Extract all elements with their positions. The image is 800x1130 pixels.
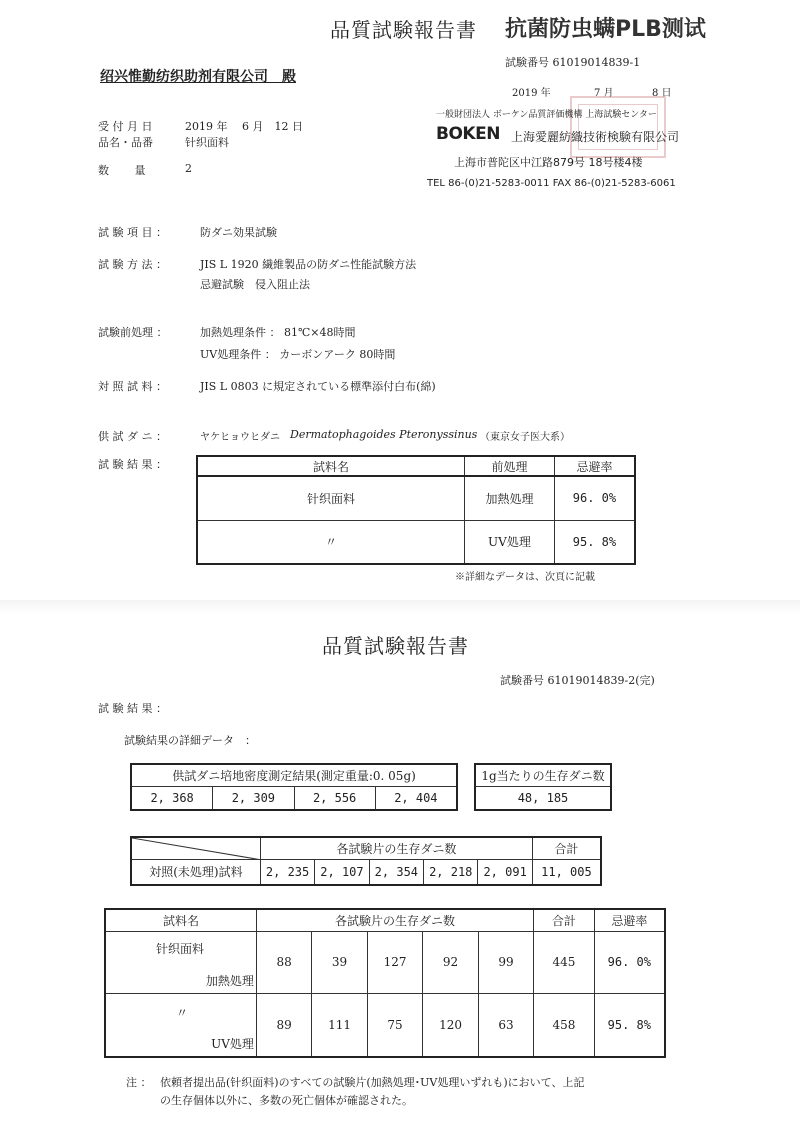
control-total: 11, 005: [532, 859, 601, 885]
method-sub: 忌避試験 侵入阻止法: [200, 278, 310, 291]
issue-year: 2019 年: [512, 88, 551, 99]
item-value: 防ダニ効果試験: [200, 226, 277, 239]
row-rate: 95. 8%: [594, 993, 665, 1057]
control-value: JIS L 0803 に規定されている標準添付白布(綿): [200, 380, 436, 393]
control-value: 2, 235: [260, 859, 314, 885]
lab-address: 上海市普陀区中江路879号 18号楼4楼: [454, 156, 643, 169]
row-sample-cell: [105, 993, 256, 1057]
row-sample-cell: [105, 931, 256, 993]
row-sample: 针织面料: [197, 476, 465, 520]
row-total: 458: [534, 993, 594, 1057]
method-label: 試 験 方 法 ：: [98, 258, 167, 271]
control-value: 2, 107: [315, 859, 369, 885]
density-value: 2, 309: [213, 786, 294, 810]
result-label-2: 試 験 結 果 ：: [98, 702, 167, 715]
table-row: [131, 786, 457, 810]
table-row: [105, 993, 665, 1057]
quantity-label: 数 量: [98, 164, 146, 177]
diagonal-line: [132, 838, 262, 860]
table-header-row: [197, 456, 635, 476]
row-sample: 〃: [197, 520, 465, 564]
count-value: 120: [423, 993, 479, 1057]
lab-header: 一般財団法人 ボーケン品質評価機構 上海試験センター: [436, 110, 657, 120]
report-number-2: 試験番号 61019014839-2(完): [500, 674, 655, 687]
per-gram-table: [474, 763, 612, 811]
count-value: 99: [478, 931, 533, 993]
density-table: [130, 763, 458, 811]
density-header: 供試ダニ培地密度測定結果(測定重量:0. 05g): [131, 764, 457, 786]
diagonal-cell: [131, 837, 260, 859]
result-summary-table: [196, 455, 636, 565]
table-row: [105, 931, 665, 993]
method-value: JIS L 1920 繊維製品の防ダニ性能試験方法: [200, 258, 417, 271]
per-gram-value: 48, 185: [475, 786, 611, 810]
pretreat-uv: UV処理条件 ： カーボンアーク 80時間: [200, 348, 396, 361]
control-value: 2, 218: [424, 859, 478, 885]
page-fold: [0, 600, 800, 614]
report-title-2: 品質試験報告書: [322, 634, 469, 658]
mite-label: 供 試 ダ ニ ：: [98, 430, 167, 443]
count-value: 92: [423, 931, 479, 993]
row-sample: 针织面料: [156, 941, 205, 956]
density-value: 2, 556: [294, 786, 375, 810]
issue-day: 8 日: [652, 88, 672, 99]
header-count: 各試験片の生存ダニ数: [256, 909, 533, 931]
header-sample: 試料名: [105, 909, 256, 931]
mite-latin: Dermatophagoides Pteronyssinus: [290, 428, 478, 441]
per-gram-header: 1g当たりの生存ダニ数: [475, 764, 611, 786]
table-header-row: [105, 909, 665, 931]
control-header-total: 合計: [532, 837, 601, 859]
table-row: [197, 476, 635, 520]
mite-source: （東京女子医大系）: [480, 432, 570, 443]
note-line-1: 依頼者提出品(针织面料)のすべての試験片(加熱処理･UV処理いずれも)において、上記: [160, 1076, 585, 1089]
lab-tel: TEL 86-(0)21-5283-0011 FAX 86-(0)21-5283-6061: [427, 178, 676, 189]
count-value: 63: [478, 993, 533, 1057]
density-value: 2, 368: [131, 786, 213, 810]
lab-name: 上海愛麗紡織技術検験有限公司: [511, 130, 680, 144]
note-line-2: の生存個体以外に、多数の死亡個体が確認された。: [160, 1094, 413, 1107]
row-rate: 96. 0%: [594, 931, 665, 993]
control-value: 2, 354: [369, 859, 423, 885]
row-treatment: UV処理: [465, 520, 555, 564]
summary-note: ※詳細なデータは、次頁に記載: [455, 572, 595, 583]
received-label: 受 付 月 日: [98, 120, 153, 133]
count-value: 88: [256, 931, 311, 993]
control-label: 対 照 試 料 ：: [98, 380, 167, 393]
count-value: 89: [256, 993, 311, 1057]
header-rate: 忌避率: [594, 909, 665, 931]
recipient: 绍兴惟勤纺织助剂有限公司 殿: [100, 69, 296, 85]
control-value: 2, 091: [478, 859, 532, 885]
count-value: 111: [312, 993, 368, 1057]
row-rate: 95. 8%: [554, 520, 635, 564]
product-label: 品名・品番: [98, 136, 153, 149]
table-row: [131, 859, 601, 885]
results-detail-table: [104, 908, 666, 1058]
pretreat-label: 試験前処理 ：: [98, 326, 168, 339]
row-rate: 96. 0%: [554, 476, 635, 520]
product-value: 针织面料: [185, 136, 229, 149]
header-sample: 試料名: [197, 456, 465, 476]
header-treatment: 前処理: [465, 456, 555, 476]
count-value: 127: [367, 931, 423, 993]
row-treatment: UV処理: [211, 1037, 254, 1051]
lab-seal: [570, 96, 666, 158]
headline: 抗菌防虫螨PLB测试: [505, 17, 706, 42]
row-total: 445: [534, 931, 594, 993]
control-label: 対照(未処理)試料: [131, 859, 260, 885]
header-rate: 忌避率: [554, 456, 635, 476]
report-title: 品質試験報告書: [330, 18, 477, 42]
item-label: 試 験 項 目 ：: [98, 226, 167, 239]
received-value: 2019 年 6 月 12 日: [185, 120, 303, 133]
header-total: 合計: [534, 909, 594, 931]
row-treatment: 加熱処理: [465, 476, 555, 520]
report-number: 試験番号 61019014839-1: [505, 56, 641, 69]
detail-label: 試験結果の詳細データ ：: [124, 734, 256, 747]
quantity-value: 2: [185, 162, 192, 175]
density-value: 2, 404: [375, 786, 457, 810]
control-table: [130, 836, 602, 886]
lab-logo: BOKEN: [436, 124, 500, 144]
control-header-count: 各試験片の生存ダニ数: [260, 837, 532, 859]
mite-jp: ヤケヒョウヒダニ: [200, 432, 280, 443]
row-sample: 〃: [176, 1005, 189, 1020]
count-value: 39: [312, 931, 368, 993]
note-label: 注 ：: [126, 1076, 152, 1089]
pretreat-heat: 加熱処理条件 ： 81℃×48時間: [200, 326, 356, 339]
row-treatment: 加熱処理: [205, 973, 254, 988]
result-label: 試 験 結 果 ：: [98, 458, 167, 471]
count-value: 75: [367, 993, 423, 1057]
table-row: [197, 520, 635, 564]
issue-month: 7 月: [594, 88, 614, 99]
